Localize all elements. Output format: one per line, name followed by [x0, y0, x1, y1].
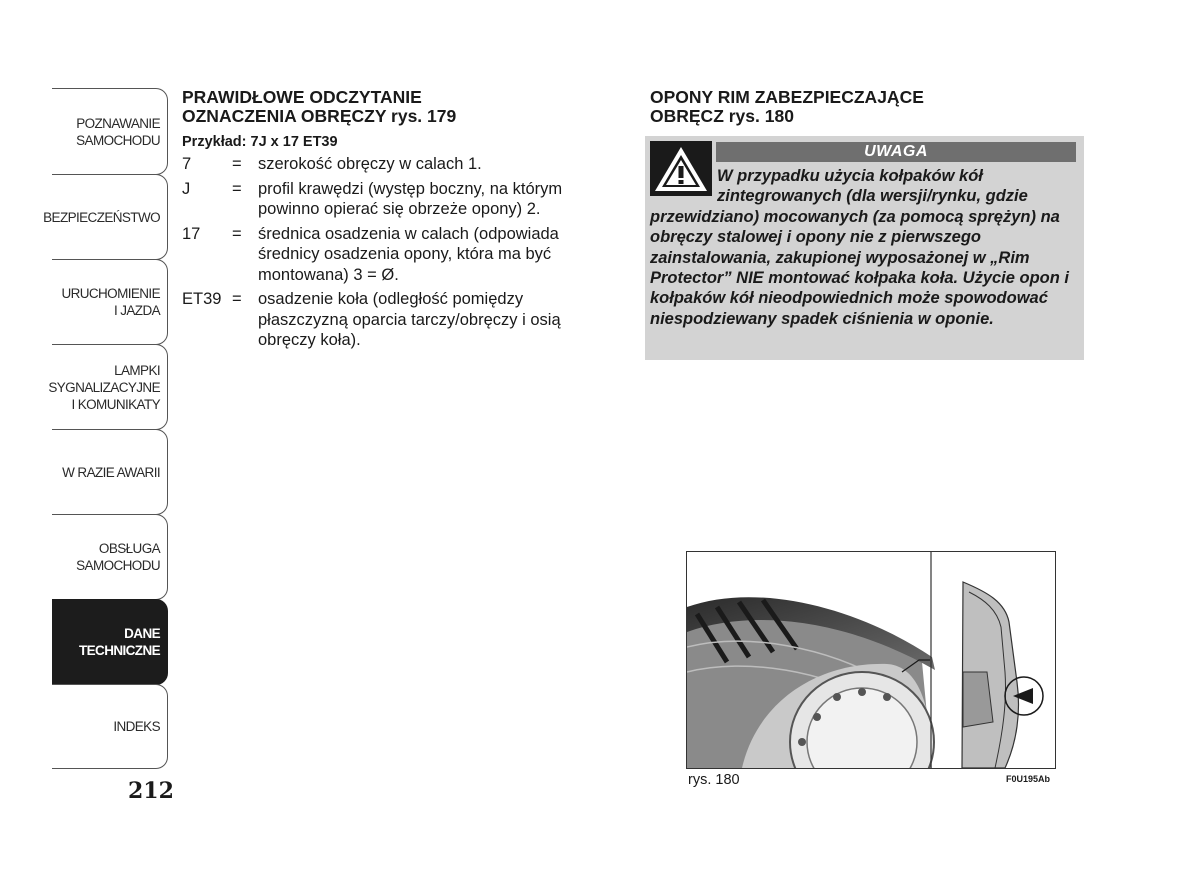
definition-term: 7	[182, 155, 192, 173]
figure-caption: rys. 180	[688, 772, 740, 788]
definition-term: J	[182, 179, 191, 198]
definition-row	[182, 224, 602, 286]
warning-title: UWAGA	[716, 142, 1076, 162]
tab-indeks[interactable]: INDEKS	[52, 684, 168, 769]
definition-equals: =	[232, 155, 242, 173]
definition-term: 17	[182, 224, 201, 243]
tab-lampki-sygnalizacyjne[interactable]: LAMPKI SYGNALIZACYJNE I KOMUNIKATY	[52, 344, 168, 430]
definition-text: szerokość obręczy w calach 1.	[258, 155, 482, 173]
definition-equals: =	[232, 290, 242, 308]
definition-text: średnica osadzenia w calach (odpowiada średnicy osadzenia opony, która ma być montowana) 3 = Ø.	[258, 224, 559, 284]
warning-text-body: przewidziano) mocowanych (za pomocą sprężyn) na obręczy stalowej i opony nie z pierwszego zainstalowania, zakupionej wyposażonej w „Rim Protector” NIE montować kołpaka koła. Użycie opon i kołpaków kół nieodpowiednich może spowodować niespodziewany spadek ciśnienia w oponie.	[650, 207, 1070, 328]
definition-text: profil krawędzi (występ boczny, na którym powinno opierać się obrzeże opony) 2.	[258, 179, 563, 218]
figure-code: F0U195Ab	[1006, 774, 1051, 784]
chapter-tabs	[43, 88, 168, 768]
page-number: 212	[128, 778, 174, 804]
section-heading-line1: PRAWIDŁOWE ODCZYTANIE	[182, 87, 422, 107]
rim-heading-line1: OPONY RIM ZABEZPIECZAJĄCE	[650, 87, 924, 107]
tab-w-razie-awarii[interactable]: W RAZIE AWARII	[52, 429, 168, 515]
definition-text: osadzenie koła (odległość pomiędzy płaszczyzną oparcia tarczy/obręczy i osią obręczy koła).	[258, 290, 561, 349]
tyre-illustration	[686, 551, 1056, 769]
definition-equals: =	[232, 179, 242, 198]
tab-uruchomienie-i-jazda[interactable]: URUCHOMIENIE I JAZDA	[52, 259, 168, 345]
definition-term: ET39	[182, 290, 222, 308]
tab-dane-techniczne[interactable]: DANE TECHNICZNE	[52, 599, 168, 685]
tab-bezpieczenstwo[interactable]: BEZPIECZEŃSTWO	[52, 174, 168, 260]
definition-row	[182, 289, 602, 351]
definition-row	[182, 154, 602, 175]
warning-text	[650, 166, 1078, 329]
section-heading-line2: OZNACZENIA OBRĘCZY rys. 179	[182, 106, 457, 126]
left-column	[182, 88, 602, 355]
tab-obsluga-samochodu[interactable]: OBSŁUGA SAMOCHODU	[52, 514, 168, 600]
definition-row	[182, 179, 602, 220]
warning-text-indented: W przypadku użycia kołpaków kół zintegrowanych (dla wersji/rynku, gdzie	[717, 167, 1028, 206]
definition-equals: =	[232, 224, 242, 243]
rim-heading-line2: OBRĘCZ rys. 180	[650, 106, 794, 126]
tab-poznawanie-samochodu[interactable]: POZNAWANIE SAMOCHODU	[52, 88, 168, 175]
example-line: Przykład: 7J x 17 ET39	[182, 134, 338, 150]
right-column	[650, 88, 1084, 126]
